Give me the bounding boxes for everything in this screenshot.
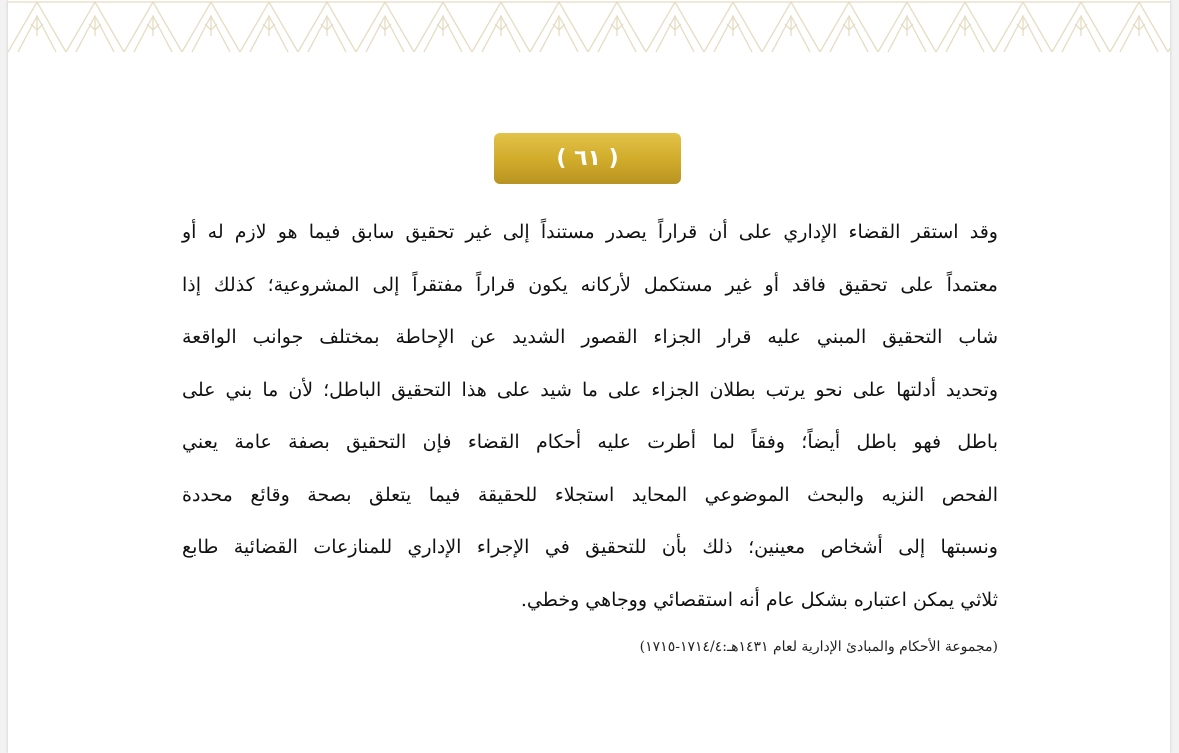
paragraph-line: شاب التحقيق المبني عليه قرار الجزاء القصور الشديد عن الإحاطة بمختلف جوانب الواقعة <box>182 326 998 348</box>
paragraph-line: باطل فهو باطل أيضاً؛ وفقاً لما أطرت عليه أحكام القضاء فإن التحقيق بصفة عامة يعني <box>182 431 998 453</box>
paragraph-line: وتحديد أدلتها على نحو يرتب بطلان الجزاء على ما شيد على هذا التحقيق الباطل؛ لأن ما بني على <box>182 378 998 401</box>
main-paragraph <box>182 206 998 626</box>
decorative-header-pattern <box>8 0 1170 52</box>
paragraph-line: ثلاثي يمكن اعتباره بشكل عام أنه استقصائي ووجاهي وخطي. <box>520 588 998 611</box>
document-page <box>8 0 1170 753</box>
page-number-badge <box>494 133 681 184</box>
citation-reference: (مجموعة الأحكام والمبادئ الإدارية لعام ١٤٣١هـ:١٧١٤/٤-١٧١٥) <box>639 639 998 655</box>
paragraph-line: ونسبتها إلى أشخاص معينين؛ ذلك بأن للتحقيق في الإجراء الإداري للمنازعات القضائية طابع <box>182 536 998 558</box>
paragraph-line: وقد استقر القضاء الإداري على أن قراراً يصدر مستنداً إلى غير تحقيق سابق فيما هو لازم له أو <box>182 221 998 243</box>
page-number: ( ٦١ ) <box>556 146 619 171</box>
pattern-group <box>8 2 1170 52</box>
paragraph-line: معتمداً على تحقيق فاقد أو غير مستكمل لأركانه يكون قراراً مفتقراً إلى المشروعية؛ كذلك إذا <box>182 273 998 296</box>
paragraph-line: الفحص النزيه والبحث الموضوعي المحايد استجلاء للحقيقة فيما يتعلق بصحة وقائع محددة <box>182 483 998 506</box>
